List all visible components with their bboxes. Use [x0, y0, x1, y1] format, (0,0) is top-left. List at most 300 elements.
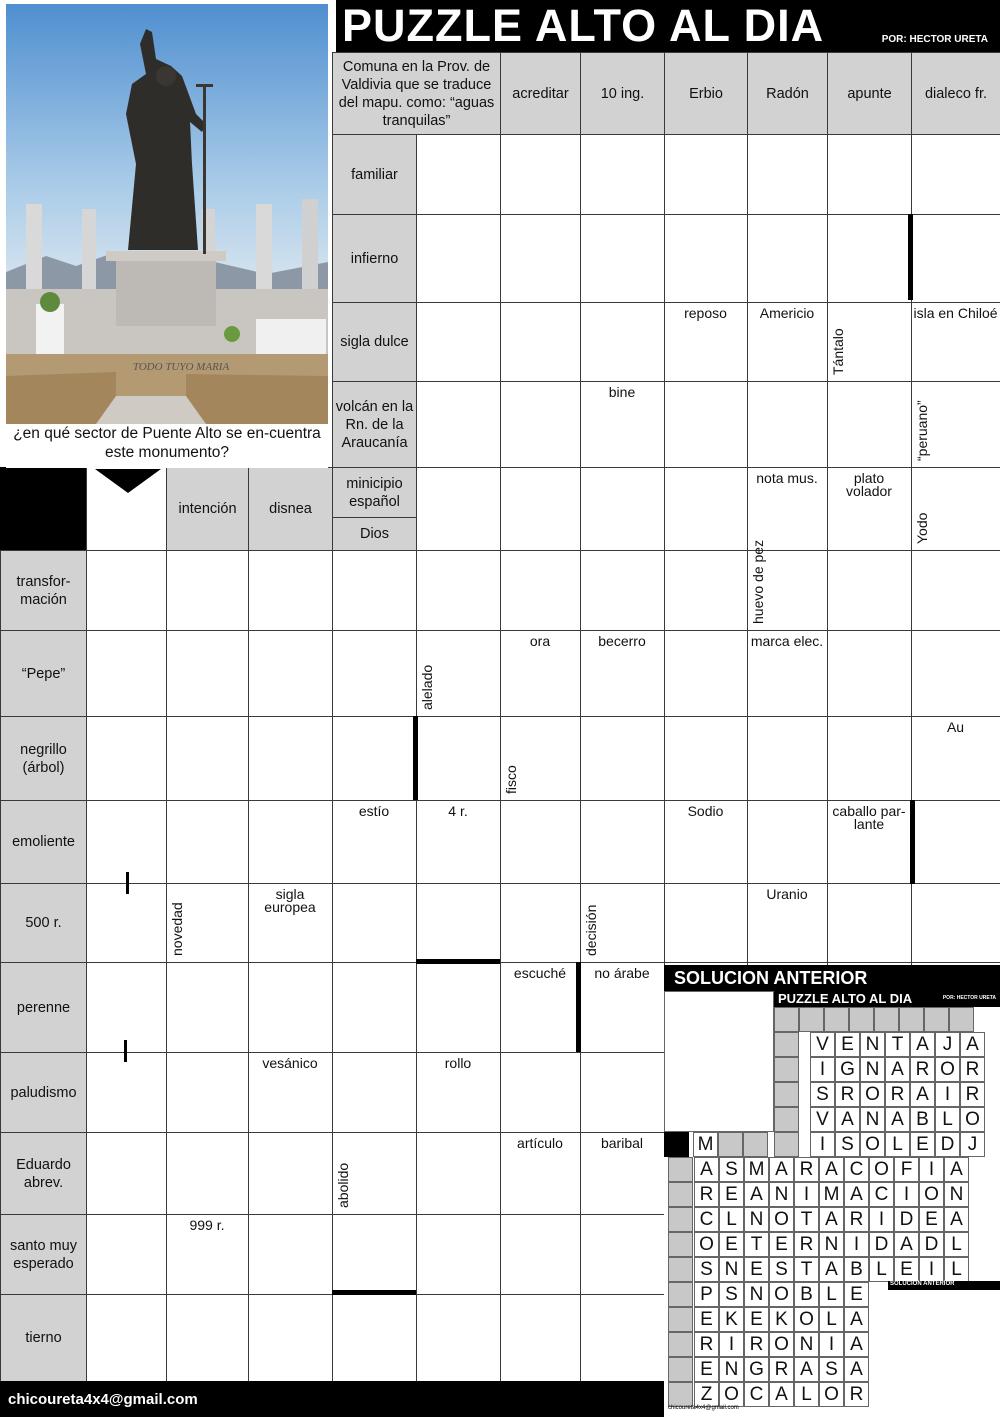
solution-letter: L [819, 1307, 844, 1332]
clue-text-c15: disnea [269, 501, 312, 517]
solution-letter: A [885, 1057, 910, 1082]
grid-cell[interactable] [500, 800, 581, 884]
solution-clue-cell [668, 1282, 693, 1307]
solution-letter: O [769, 1332, 794, 1357]
inline-clue-reposo: reposo [684, 305, 727, 321]
title-bar [336, 0, 1000, 52]
solution-letter: R [794, 1232, 819, 1257]
word-separator-bar [416, 959, 500, 964]
solution-clue-cell [774, 1032, 799, 1057]
grid-cell[interactable] [827, 214, 912, 303]
solution-mini-label [888, 1281, 1000, 1290]
solution-letter: B [844, 1257, 869, 1282]
engraving-text: TODO TUYO MARIA [132, 361, 230, 373]
solution-header-cell [824, 1007, 849, 1032]
solution-clue-cell [774, 1107, 799, 1132]
solution-letter: V [810, 1032, 835, 1057]
grid-cell[interactable] [248, 716, 333, 801]
grid-cell[interactable] [827, 630, 912, 717]
grid-cell[interactable] [86, 550, 167, 631]
grid-cell[interactable] [580, 214, 665, 303]
inline-clue-baribal: baribal [600, 1135, 644, 1151]
solution-header-cell [924, 1007, 949, 1032]
grid-cell[interactable] [500, 1052, 581, 1133]
solution-letter: L [819, 1282, 844, 1307]
solution-letter: N [860, 1032, 885, 1057]
solution-letter: A [960, 1032, 985, 1057]
grid-cell[interactable] [248, 962, 333, 1053]
inline-clue-becerro: becerro [598, 633, 646, 649]
inline-clue-yodo: Yodo [914, 512, 930, 544]
grid-cell[interactable] [416, 467, 501, 551]
inline-clue-notamus: nota mus. [756, 470, 818, 486]
grid-cell[interactable] [332, 716, 417, 801]
solution-header-cell [774, 1007, 799, 1032]
grid-cell[interactable] [664, 716, 748, 801]
clue-text-c24: santo muy esperado [10, 1237, 77, 1272]
grid-cell[interactable] [911, 134, 1000, 215]
inline-clue-abolido: abolido [335, 1162, 351, 1208]
solution-letter: O [769, 1282, 794, 1307]
solution-letter: N [860, 1107, 885, 1132]
solution-letter: Z [694, 1382, 719, 1407]
solution-letter: E [769, 1232, 794, 1257]
clue-text-c7: dialeco fr. [924, 85, 988, 102]
solution-clue-cell [743, 1132, 768, 1157]
clue-cell-c20 [0, 883, 87, 963]
grid-cell[interactable] [664, 134, 748, 215]
grid-cell[interactable] [86, 883, 167, 963]
grid-cell[interactable] [500, 214, 581, 303]
grid-cell[interactable] [166, 800, 249, 884]
solution-clue-cell [668, 1382, 693, 1407]
solution-letter: N [769, 1182, 794, 1207]
clue-cell-c25 [0, 1294, 87, 1382]
clue-cell-c19 [0, 800, 87, 884]
solution-letter: O [719, 1382, 744, 1407]
solution-letter: C [744, 1382, 769, 1407]
word-separator-bar [126, 872, 129, 894]
solution-author: POR: HECTOR URETA [942, 995, 996, 1001]
solution-letter: E [835, 1032, 860, 1057]
grid-cell[interactable] [416, 1214, 501, 1295]
grid-cell[interactable] [86, 630, 167, 717]
solution-letter: S [810, 1082, 835, 1107]
author-credit: POR: HECTOR URETA [881, 34, 988, 45]
clue-text-c18: negrillo (árbol) [20, 741, 67, 776]
solution-letter: R [844, 1382, 869, 1407]
inline-clue-au: Au [946, 719, 965, 735]
grid-cell[interactable] [166, 1132, 249, 1215]
statue-image [6, 4, 328, 424]
inline-clue-uranio: Uranio [766, 886, 808, 902]
inline-clue-estio: estío [358, 803, 390, 819]
grid-cell[interactable] [500, 1214, 581, 1295]
solution-letter: I [819, 1332, 844, 1357]
grid-cell[interactable] [911, 630, 1000, 717]
grid-cell[interactable] [500, 381, 581, 468]
solution-clue-cell [774, 1057, 799, 1082]
solution-letter: A [769, 1157, 794, 1182]
inline-clue-articulo: artículo [517, 1135, 563, 1151]
solution-letter: A [944, 1157, 969, 1182]
grid-cell[interactable] [664, 467, 748, 551]
solution-letter: A [835, 1107, 860, 1132]
solution-letter: O [794, 1307, 819, 1332]
grid-cell[interactable] [166, 716, 249, 801]
solution-letter: N [744, 1207, 769, 1232]
clue-text-c19: emoliente [12, 834, 75, 850]
grid-cell[interactable] [664, 381, 748, 468]
solution-header-cell [899, 1007, 924, 1032]
solution-letter: A [885, 1107, 910, 1132]
footer-email: chicoureta4x4@gmail.com [8, 1391, 198, 1408]
solution-clue-cell [668, 1157, 693, 1182]
grid-cell[interactable] [664, 883, 748, 963]
solution-letter: M [819, 1182, 844, 1207]
puzzle-title: PUZZLE ALTO AL DIA [342, 0, 825, 51]
grid-cell[interactable] [664, 550, 748, 631]
grid-cell[interactable] [580, 550, 665, 631]
solution-header-cell [849, 1007, 874, 1032]
solution-letter: R [744, 1332, 769, 1357]
solution-letter: J [935, 1032, 960, 1057]
grid-cell[interactable] [580, 467, 665, 551]
solution-letter: K [769, 1307, 794, 1332]
solution-letter: A [794, 1357, 819, 1382]
grid-cell[interactable] [332, 630, 417, 717]
solution-header-text: SOLUCION ANTERIOR [674, 968, 868, 988]
clue-text-c20: 500 r. [25, 915, 62, 931]
solution-letter: C [844, 1157, 869, 1182]
solution-letter: A [910, 1082, 935, 1107]
down-arrow-icon [95, 469, 161, 493]
grid-cell[interactable] [332, 1294, 417, 1382]
grid-cell[interactable] [166, 630, 249, 717]
grid-cell[interactable] [416, 962, 501, 1053]
clue-text-c11: volcán en la Rn. de la Araucanía [335, 398, 414, 451]
solution-letter: S [694, 1257, 719, 1282]
clue-cell-c10 [332, 302, 417, 382]
black-cell [0, 467, 87, 551]
inline-clue-alelado: alelado [419, 664, 435, 710]
clue-cell-c5 [747, 52, 828, 135]
grid-cell[interactable] [248, 630, 333, 717]
solution-letter: I [794, 1182, 819, 1207]
solution-letter: E [844, 1282, 869, 1307]
grid-cell[interactable] [248, 1214, 333, 1295]
grid-cell[interactable] [416, 716, 501, 801]
clue-text-c8: familiar [351, 166, 398, 183]
grid-cell[interactable] [332, 550, 417, 631]
solution-letter: I [935, 1082, 960, 1107]
grid-cell[interactable] [664, 630, 748, 717]
grid-cell[interactable] [166, 1294, 249, 1382]
solution-letter: T [744, 1232, 769, 1257]
solution-clue-cell [668, 1357, 693, 1382]
inline-clue-nueve: 999 r. [189, 1217, 225, 1233]
solution-letter: A [819, 1257, 844, 1282]
grid-cell[interactable] [166, 962, 249, 1053]
grid-cell[interactable] [500, 1294, 581, 1382]
grid-cell[interactable] [416, 302, 501, 382]
solution-letter: R [885, 1082, 910, 1107]
solution-letter: O [694, 1232, 719, 1257]
solution-letter: I [810, 1132, 835, 1157]
solution-letter: N [860, 1057, 885, 1082]
solution-clue-cell [668, 1332, 693, 1357]
grid-cell[interactable] [248, 1132, 333, 1215]
grid-cell[interactable] [86, 1052, 167, 1133]
solution-letter: R [694, 1332, 719, 1357]
clue-cell-c7 [911, 52, 1000, 135]
solution-letter: T [794, 1207, 819, 1232]
grid-cell[interactable] [580, 1052, 665, 1133]
word-separator-bar [124, 1040, 127, 1062]
solution-clue-cell [668, 1257, 693, 1282]
solution-letter: N [719, 1257, 744, 1282]
solution-letter: S [819, 1357, 844, 1382]
solution-clue-cell [668, 1307, 693, 1332]
solution-letter: S [835, 1132, 860, 1157]
grid-cell[interactable] [248, 1294, 333, 1382]
solution-letter: R [835, 1082, 860, 1107]
solution-letter: A [944, 1207, 969, 1232]
inline-clue-rollo: rollo [444, 1055, 472, 1071]
clue-cell-c23 [0, 1132, 87, 1215]
clue-cell-c3 [580, 52, 665, 135]
clue-text-c5: Radón [766, 85, 809, 102]
inline-clue-novedad: novedad [169, 902, 185, 956]
solution-letter: M [693, 1132, 718, 1157]
grid-cell[interactable] [500, 302, 581, 382]
solution-letter: V [810, 1107, 835, 1132]
solution-letter: I [810, 1057, 835, 1082]
solution-letter: S [769, 1257, 794, 1282]
grid-cell[interactable] [166, 550, 249, 631]
grid-cell[interactable] [580, 302, 665, 382]
solution-letter: C [694, 1207, 719, 1232]
grid-cell[interactable] [500, 883, 581, 963]
solution-clue-cell [718, 1132, 743, 1157]
grid-cell[interactable] [500, 134, 581, 215]
inline-clue-decision: decisión [583, 904, 599, 956]
solution-clue-cell [668, 1232, 693, 1257]
solution-clue-cell [774, 1082, 799, 1107]
solution-letter: E [694, 1357, 719, 1382]
solution-letter: A [844, 1182, 869, 1207]
grid-cell[interactable] [86, 1132, 167, 1215]
solution-letter: O [935, 1057, 960, 1082]
solution-letter: J [960, 1132, 985, 1157]
grid-cell[interactable] [580, 800, 665, 884]
grid-cell[interactable] [747, 716, 828, 801]
clue-cell-c22 [0, 1052, 87, 1133]
inline-clue-cuatro: 4 r. [448, 803, 468, 819]
clue-text-c3: 10 ing. [600, 85, 645, 102]
grid-cell[interactable] [416, 1294, 501, 1382]
clue-text-c6: apunte [847, 85, 892, 102]
grid-cell[interactable] [86, 1294, 167, 1382]
solution-letter: D [935, 1132, 960, 1157]
grid-cell[interactable] [580, 716, 665, 801]
solution-header-cell [949, 1007, 974, 1032]
grid-cell[interactable] [166, 1052, 249, 1133]
clue-cell-c18 [0, 716, 87, 801]
solution-header [664, 965, 1000, 991]
solution-letter: O [960, 1107, 985, 1132]
inline-clue-peruano: “peruano” [914, 400, 930, 461]
clue-text-c17: “Pepe” [21, 665, 66, 682]
clue-cell-c24 [0, 1214, 87, 1295]
grid-cell[interactable] [86, 716, 167, 801]
inline-clue-caballo: caballo par-lante [832, 803, 906, 832]
solution-letter: B [794, 1282, 819, 1307]
solution-letter: I [844, 1232, 869, 1257]
solution-email: chicoureta4x4@gmail.com [668, 1405, 739, 1411]
word-separator-bar [413, 716, 418, 800]
solution-subheader-text: PUZZLE ALTO AL DIA [778, 991, 913, 1006]
solution-letter: D [894, 1207, 919, 1232]
grid-cell[interactable] [911, 214, 1000, 303]
clue-cell-dios [332, 517, 417, 551]
clue-cell-comuna [332, 52, 501, 135]
grid-cell[interactable] [827, 883, 912, 963]
solution-letter: M [744, 1157, 769, 1182]
solution-subheader [774, 991, 1000, 1007]
grid-cell[interactable] [911, 550, 1000, 631]
grid-cell[interactable] [911, 800, 1000, 884]
clue-cell-c2 [500, 52, 581, 135]
solution-letter: G [835, 1057, 860, 1082]
solution-letter: E [694, 1307, 719, 1332]
grid-cell[interactable] [580, 134, 665, 215]
grid-cell[interactable] [827, 716, 912, 801]
grid-cell[interactable] [416, 214, 501, 303]
inline-clue-ora: ora [529, 633, 551, 649]
clue-text-c9: infierno [350, 250, 399, 267]
solution-letter: A [910, 1032, 935, 1057]
clue-cell-c6 [827, 52, 912, 135]
solution-letter: O [869, 1157, 894, 1182]
solution-letter: R [960, 1082, 985, 1107]
clue-text-c21: perenne [16, 999, 71, 1016]
clue-text-c16: transfor-mación [16, 573, 71, 608]
solution-letter: P [694, 1282, 719, 1307]
clue-text-c25: tierno [25, 1330, 62, 1346]
solution-letter: I [919, 1157, 944, 1182]
grid-cell[interactable] [332, 1052, 417, 1133]
inline-clue-sigla: sigla europea [264, 886, 316, 915]
grid-cell[interactable] [416, 381, 501, 468]
solution-letter: S [719, 1157, 744, 1182]
grid-cell[interactable] [747, 381, 828, 468]
grid-cell[interactable] [580, 1294, 665, 1382]
grid-cell[interactable] [500, 467, 581, 551]
grid-cell[interactable] [747, 800, 828, 884]
solution-letter: T [885, 1032, 910, 1057]
solution-letter: A [844, 1332, 869, 1357]
grid-cell[interactable] [827, 550, 912, 631]
grid-cell[interactable] [911, 883, 1000, 963]
solution-letter: G [744, 1357, 769, 1382]
solution-letter: E [744, 1307, 769, 1332]
solution-letter: A [769, 1382, 794, 1407]
solution-letter: I [894, 1182, 919, 1207]
grid-cell[interactable] [664, 214, 748, 303]
grid-cell[interactable] [416, 883, 501, 963]
solution-letter: N [744, 1282, 769, 1307]
photo-caption: ¿en qué sector de Puente Alto se en-cuentra este monumento? [6, 424, 328, 468]
clue-text-c22: paludismo [10, 1084, 77, 1101]
grid-cell[interactable] [416, 1132, 501, 1215]
clue-text-c10: sigla dulce [340, 334, 409, 350]
clue-cell-municipio [332, 467, 417, 518]
grid-cell[interactable] [747, 134, 828, 215]
monument-photo [6, 4, 328, 424]
grid-cell[interactable] [248, 550, 333, 631]
solution-letter: N [719, 1357, 744, 1382]
solution-letter: A [844, 1357, 869, 1382]
solution-letter: A [819, 1207, 844, 1232]
clue-cell-c15 [248, 467, 333, 551]
clue-cell-c8 [332, 134, 417, 215]
solution-header-cell [799, 1007, 824, 1032]
clue-cell-c21 [0, 962, 87, 1053]
word-separator-bar [332, 1290, 416, 1295]
solution-black-cell [664, 1132, 689, 1157]
clue-text-c2: acreditar [512, 85, 569, 102]
solution-letter: C [869, 1182, 894, 1207]
grid-cell[interactable] [332, 883, 417, 963]
clue-text-c1: Comuna en la Prov. de Valdivia que se traduce del mapu. como: “aguas tranquilas” [338, 58, 495, 129]
inline-clue-marca: marca elec. [750, 633, 824, 649]
solution-letter: A [894, 1232, 919, 1257]
grid-cell[interactable] [580, 1214, 665, 1295]
grid-cell[interactable] [332, 962, 417, 1053]
inline-clue-noarabe: no árabe [594, 965, 650, 981]
inline-clue-isla: isla en Chiloé [913, 305, 998, 321]
grid-cell[interactable] [827, 134, 912, 215]
solution-letter: I [919, 1257, 944, 1282]
grid-cell[interactable] [827, 381, 912, 468]
clue-cell-c17 [0, 630, 87, 717]
grid-cell[interactable] [416, 134, 501, 215]
solution-letter: L [944, 1257, 969, 1282]
solution-letter: D [869, 1232, 894, 1257]
grid-cell[interactable] [86, 1214, 167, 1295]
grid-cell[interactable] [416, 550, 501, 631]
grid-cell[interactable] [747, 214, 828, 303]
solution-letter: N [944, 1182, 969, 1207]
solution-letter: L [944, 1232, 969, 1257]
grid-cell[interactable] [248, 800, 333, 884]
grid-cell[interactable] [332, 1214, 417, 1295]
solution-letter: I [719, 1332, 744, 1357]
inline-clue-bine: bine [608, 384, 636, 400]
solution-letter: I [869, 1207, 894, 1232]
solution-letter: D [919, 1232, 944, 1257]
solution-letter: R [769, 1357, 794, 1382]
grid-cell[interactable] [500, 550, 581, 631]
solution-letter: B [910, 1107, 935, 1132]
inline-clue-tantalo: Tántalo [830, 328, 846, 375]
word-separator-bar [576, 962, 581, 1052]
solution-letter: E [894, 1257, 919, 1282]
inline-clue-platovolador: plato volador [846, 470, 892, 499]
solution-letter: A [744, 1182, 769, 1207]
solution-letter: R [910, 1057, 935, 1082]
